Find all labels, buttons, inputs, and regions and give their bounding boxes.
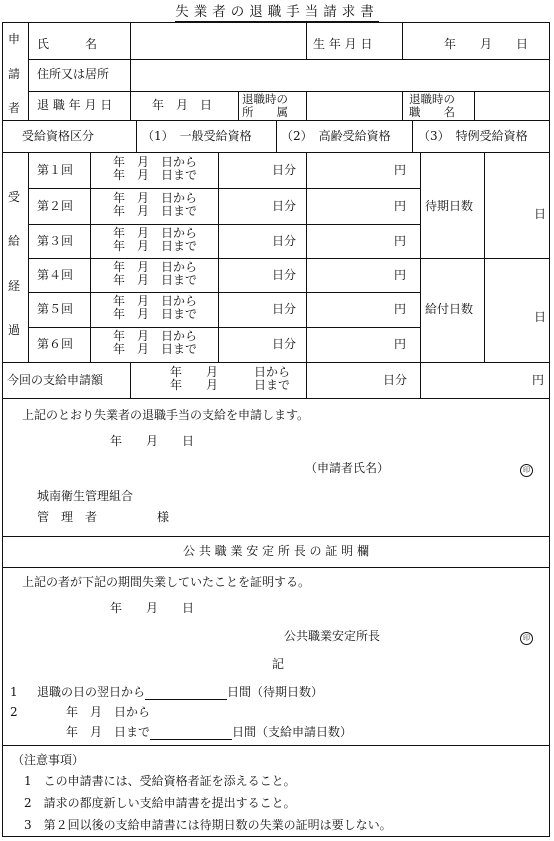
history-row-label: 第２回 xyxy=(37,199,74,213)
applicant-seal-icon: 印 xyxy=(520,464,533,477)
history-row-label: 第１回 xyxy=(37,163,74,177)
history-row-days[interactable]: 日分 xyxy=(272,268,297,282)
history-side-label: 受 給 経 過 xyxy=(7,190,20,337)
history-row-period[interactable]: 年 月 日から 年 月 日まで xyxy=(112,155,197,182)
history-row-period[interactable]: 年 月 日から 年 月 日まで xyxy=(112,260,197,287)
certificate-date[interactable]: 年 月 日 xyxy=(110,601,195,615)
history-row-amount[interactable]: 円 xyxy=(394,302,407,316)
note-item: 3 第２回以後の支給申請書には待期日数の失業の証明は要しない。 xyxy=(24,818,392,832)
current-request-label: 今回の支給申請額 xyxy=(7,373,104,387)
retirement-date-value[interactable]: 年 月 日 xyxy=(152,98,213,112)
birth-date-label: 生 年 月 日 xyxy=(313,37,373,51)
address-label: 住所又は居所 xyxy=(37,67,110,81)
history-row-period[interactable]: 年 月 日から 年 月 日まで xyxy=(112,226,197,253)
history-row-period[interactable]: 年 月 日から 年 月 日まで xyxy=(112,191,197,218)
history-row-amount[interactable]: 円 xyxy=(394,199,407,213)
ki-label: 記 xyxy=(272,657,285,671)
applicant-side-label: 申 請 者 xyxy=(7,32,20,115)
history-row-label: 第４回 xyxy=(37,268,74,282)
history-row-amount[interactable]: 円 xyxy=(394,234,407,248)
job-title-label: 退職時の 職 名 xyxy=(409,92,455,119)
history-row-period[interactable]: 年 月 日から 年 月 日まで xyxy=(112,294,197,321)
item1-text: 退職の日の翌日から 日間（待期日数） xyxy=(37,685,324,700)
item2-to-text: 年 月 日まで 日間（支給申請日数） xyxy=(66,725,353,740)
name-field[interactable] xyxy=(132,23,305,58)
benefit-days-label: 給付日数 xyxy=(425,302,474,316)
current-request-amount[interactable]: 円 xyxy=(532,373,545,387)
birth-date-value[interactable]: 年 月 日 xyxy=(444,37,529,51)
address-field[interactable] xyxy=(132,60,549,90)
history-row-days[interactable]: 日分 xyxy=(272,337,297,351)
history-row-amount[interactable]: 円 xyxy=(394,337,407,351)
qualification-option-general[interactable]: （1） 一般受給資格 xyxy=(142,129,252,143)
history-row-amount[interactable]: 円 xyxy=(394,268,407,282)
waiting-days-label: 待期日数 xyxy=(425,199,474,213)
affiliation-label: 退職時の 所 属 xyxy=(242,92,288,119)
item1-number: 1 xyxy=(10,685,18,699)
notes-header: （注意事項） xyxy=(12,753,85,767)
qualification-label: 受給資格区分 xyxy=(22,129,95,143)
history-row-days[interactable]: 日分 xyxy=(272,163,297,177)
benefit-days-unit[interactable]: 日 xyxy=(534,310,547,324)
history-row-label: 第３回 xyxy=(37,234,74,248)
waiting-days-blank[interactable] xyxy=(145,686,227,700)
applicant-name-label: （申請者氏名） xyxy=(305,461,390,475)
waiting-days-unit[interactable]: 日 xyxy=(534,207,547,221)
job-title-field[interactable] xyxy=(476,93,548,119)
current-request-period[interactable]: 年 月 日から 年 月 日まで xyxy=(170,365,291,392)
retirement-date-label: 退 職 年 月 日 xyxy=(37,98,113,112)
request-date[interactable]: 年 月 日 xyxy=(110,434,195,448)
history-row-period[interactable]: 年 月 日から 年 月 日まで xyxy=(112,329,197,356)
employment-office-chief: 公共職業安定所長 xyxy=(284,629,381,643)
current-request-days[interactable]: 日分 xyxy=(383,373,408,387)
name-label: 氏 名 xyxy=(37,37,98,51)
item2-number: 2 xyxy=(10,705,18,719)
history-row-days[interactable]: 日分 xyxy=(272,234,297,248)
request-statement: 上記のとおり失業者の退職手当の支給を申請します。 xyxy=(22,408,310,422)
history-row-label: 第５回 xyxy=(37,302,74,316)
certificate-header: 公 共 職 業 安 定 所 長 の 証 明 欄 xyxy=(183,544,369,558)
qualification-option-special[interactable]: （3） 特例受給資格 xyxy=(418,129,528,143)
history-row-label: 第６回 xyxy=(37,337,74,351)
certificate-statement: 上記の者が下記の期間失業していたことを証明する。 xyxy=(22,575,311,589)
manager-addressee: 管 理 者 様 xyxy=(37,510,170,524)
document-title: 失業者の退職手当請求書 xyxy=(175,4,379,20)
request-days-blank[interactable] xyxy=(150,726,232,740)
affiliation-field[interactable] xyxy=(308,93,400,119)
note-item: 2 請求の都度新しい支給申請書を提出すること。 xyxy=(24,796,296,810)
note-item: 1 この申請書には、受給資格者証を添えること。 xyxy=(24,774,296,788)
organization-name: 城南衛生管理組合 xyxy=(37,489,134,503)
history-row-days[interactable]: 日分 xyxy=(272,199,297,213)
history-row-days[interactable]: 日分 xyxy=(272,302,297,316)
history-row-amount[interactable]: 円 xyxy=(394,163,407,177)
office-seal-icon: 印 xyxy=(520,632,533,645)
item2-from[interactable]: 年 月 日から xyxy=(66,705,151,719)
qualification-option-elderly[interactable]: （2） 高齢受給資格 xyxy=(281,129,391,143)
